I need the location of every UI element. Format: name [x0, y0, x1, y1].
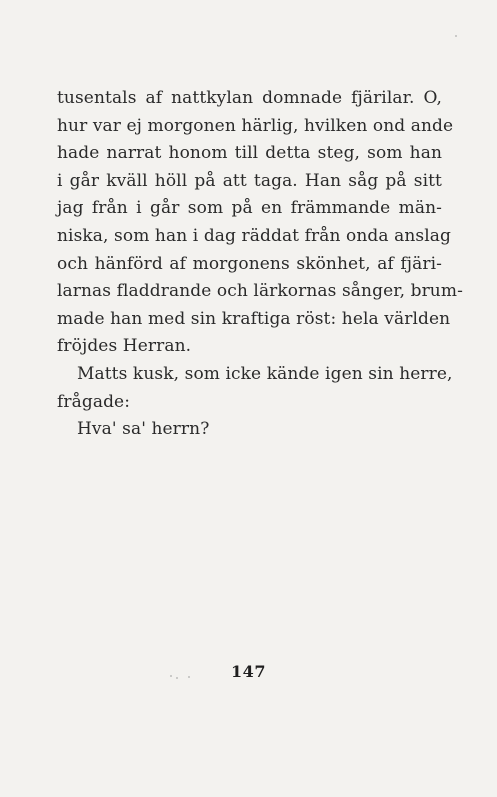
text-line: fröjdes Herran.	[57, 336, 192, 357]
text-line: och hänförd af morgonens skönhet, af fjäri-	[57, 253, 442, 274]
text-line: niska, som han i dag räddat från onda anslag	[57, 225, 451, 246]
text-line: frågade:	[57, 391, 131, 412]
print-speck	[170, 675, 172, 677]
text-line: hade narrat honom till detta steg, som han	[57, 143, 442, 164]
page-number: 147	[231, 662, 266, 681]
text-line: larnas fladdrande och lärkornas sånger, brum-	[57, 281, 463, 302]
text-line: Hva' sa' herrn?	[77, 419, 210, 440]
print-speck	[176, 677, 178, 679]
text-line: jag från i går som på en främmande män-	[57, 198, 442, 219]
text-line: Matts kusk, som icke kände igen sin herre,	[77, 363, 453, 384]
text-line: made han med sin kraftiga röst: hela världen	[57, 308, 451, 329]
print-speck	[188, 676, 190, 678]
text-line: i går kväll höll på att taga. Han såg på sitt	[57, 170, 442, 191]
text-line: hur var ej morgonen härlig, hvilken ond ande	[57, 115, 454, 136]
body-text	[57, 85, 463, 444]
text-line: tusentals af nattkylan domnade fjärilar. O,	[57, 88, 442, 108]
print-speck	[455, 35, 457, 37]
